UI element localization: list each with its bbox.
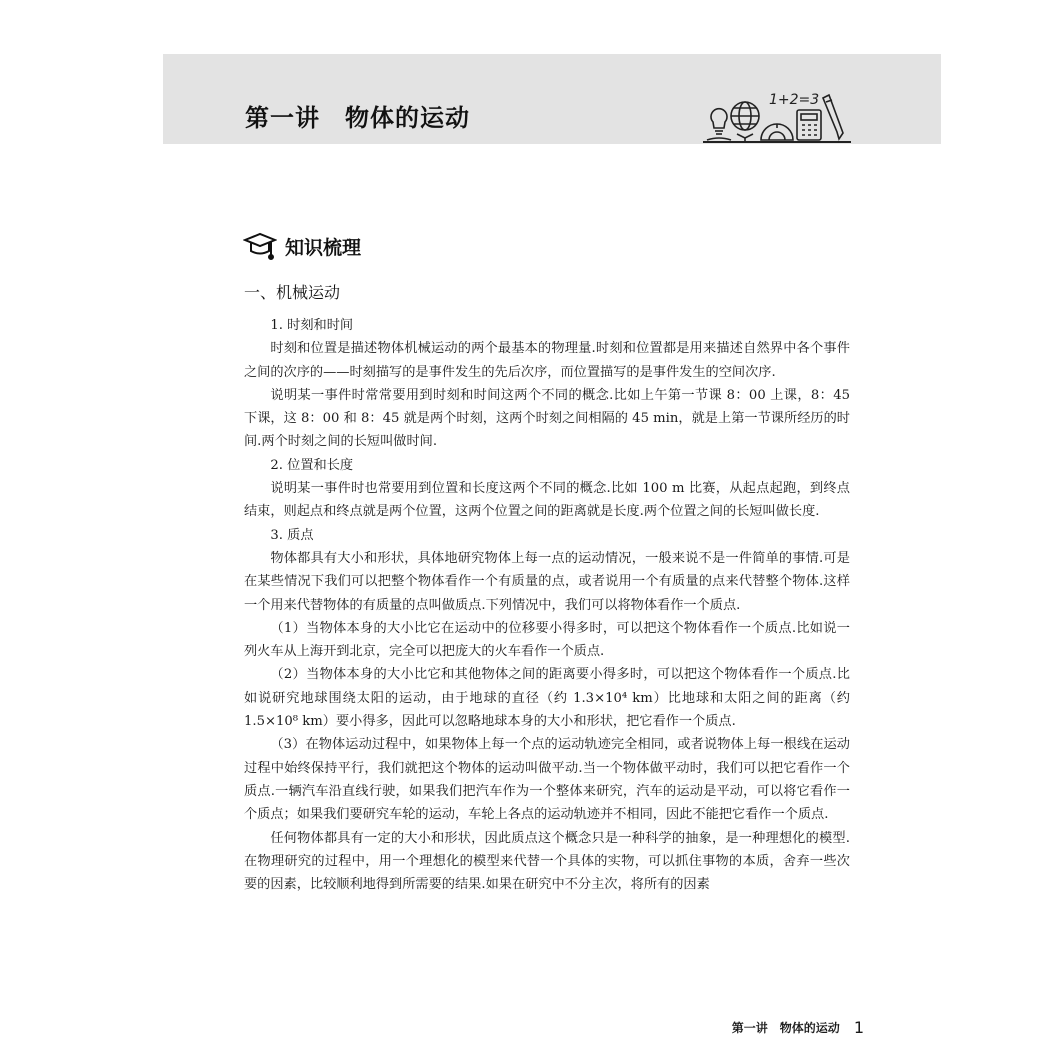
paragraph: 时刻和位置是描述物体机械运动的两个最基本的物理量.时刻和位置都是用来描述自然界中各个事件之间的次序的——时刻描写的是事件发生的先后次序，而位置描写的是事件发生的空间次序.: [244, 341, 850, 380]
stationery-illustration: [703, 88, 851, 144]
paragraph: 任何物体都具有一定的大小和形状，因此质点这个概念只是一种科学的抽象，是一种理想化的模型.在物理研究的过程中，用一个理想化的模型来代替一个具体的实物，可以抓住事物的本质，舍弃一些次要的因素，比较顺利地得到所需要的结果.如果在研究中不分主次，将所有的因素: [244, 830, 850, 893]
subheading: 3. 质点: [270, 527, 314, 543]
paragraph: （2）当物体本身的大小比它和其他物体之间的距离要小得多时，可以把这个物体看作一个质点.比如说研究地球围绕太阳的运动，由于地球的直径（约 1.3×10⁴ km）比地球和太阳之间的距离（约 1.5×10⁸ km）要小得多，因此可以忽略地球本身的大小和形状，把它看作一个质点.: [244, 667, 850, 730]
graduation-cap-icon: [243, 231, 277, 261]
chapter-title: 第一讲 物体的运动: [245, 104, 470, 132]
chapter-banner: [163, 54, 941, 144]
section-header: [243, 230, 361, 262]
paragraph: （3）在物体运动过程中，如果物体上每一个点的运动轨迹完全相同，或者说物体上每一根线在运动过程中始终保持平行，我们就把这个物体的运动叫做平动.当一个物体做平动时，我们可以把它看作一个质点.一辆汽车沿直线行驶，如果我们把汽车作为一个整体来研究，汽车的运动是平动，可以将它看作一个质点；如果我们要研究车轮的运动，车轮上各点的运动轨迹并不相同，因此不能把它看作一个质点.: [244, 737, 850, 823]
globe-icon: [731, 102, 759, 142]
paragraph: 物体都具有大小和形状，具体地研究物体上每一点的运动情况，一般来说不是一件简单的事情.可是在某些情况下我们可以把整个物体看作一个有质量的点，或者说用一个有质量的点来代替整个物体.这样一个用来代替物体的有质量的点叫做质点.下列情况中，我们可以将物体看作一个质点.: [244, 550, 850, 613]
pencil-icon: [823, 95, 843, 139]
protractor-icon: [761, 124, 793, 140]
section-title: 知识梳理: [285, 236, 362, 259]
page-footer: [732, 1018, 864, 1037]
subheading: 2. 位置和长度: [270, 457, 354, 473]
body-text: [244, 314, 850, 896]
page-number: 1: [853, 1018, 864, 1037]
lightbulb-icon: [707, 109, 731, 140]
paragraph: 说明某一事件时常常要用到时刻和时间这两个不同的概念.比如上午第一节课 8：00 上课，8：45 下课，这 8：00 和 8：45 就是两个时刻，这两个时刻之间相隔的 45 min，就是上第一节课所经历的时间.两个时刻之间的长短叫做时间.: [244, 387, 850, 450]
subheading: 1. 时刻和时间: [270, 318, 354, 333]
calculator-icon: [797, 110, 821, 140]
footer-chapter-title: 第一讲 物体的运动: [731, 1021, 840, 1035]
topic-heading: 一、机械运动: [244, 283, 341, 302]
paragraph: 说明某一事件时也常要用到位置和长度这两个不同的概念.比如 100 m 比赛，从起点起跑，到终点结束，则起点和终点就是两个位置，这两个位置之间的距离就是长度.两个位置之间的长短叫做长度.: [244, 481, 850, 520]
paragraph: （1）当物体本身的大小比它在运动中的位移要小得多时，可以把这个物体看作一个质点.比如说一列火车从上海开到北京，完全可以把庞大的火车看作一个质点.: [244, 620, 850, 660]
equation-doodle: 1+2=3: [769, 92, 820, 108]
